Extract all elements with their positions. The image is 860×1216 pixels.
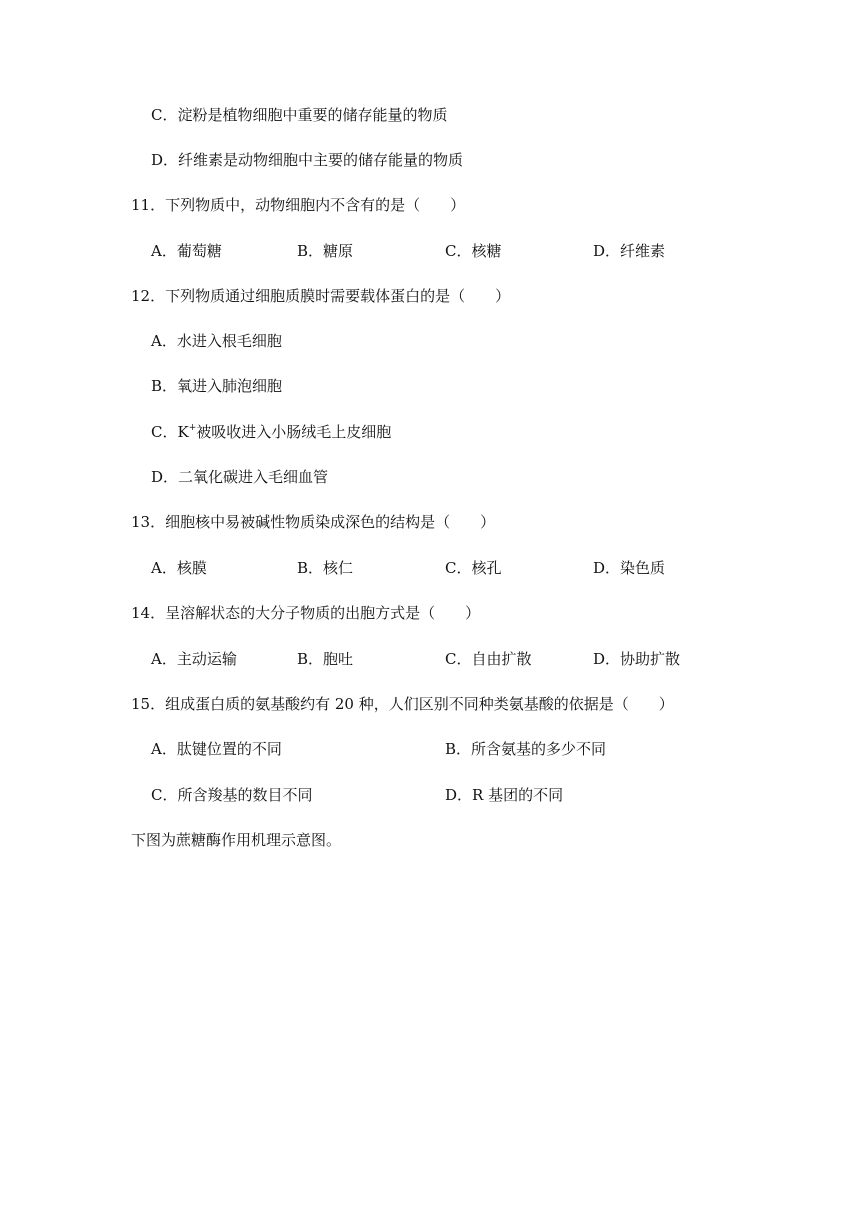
q14-stem: 14．呈溶解状态的大分子物质的出胞方式是（ ） (131, 604, 481, 622)
q11-option-d: D．纤维素 (593, 242, 666, 260)
q14-option-c: C．自由扩散 (445, 650, 532, 668)
q15-option-b: B．所含氨基的多少不同 (445, 740, 607, 758)
q14-option-d: D．协助扩散 (593, 650, 681, 668)
q13-stem: 13．细胞核中易被碱性物质染成深色的结构是（ ） (131, 513, 496, 531)
q11-option-b: B．糖原 (297, 242, 354, 260)
q14-option-b: B．胞吐 (297, 650, 354, 668)
q15-stem: 15．组成蛋白质的氨基酸约有 20 种，人们区别不同种类氨基酸的依据是（ ） (131, 695, 674, 713)
q12-option-d: D．二氧化碳进入毛细血管 (151, 468, 329, 486)
q12-option-c-text: 被吸收进入小肠绒毛上皮细胞 (196, 423, 392, 441)
q13-option-a: A．核膜 (151, 559, 207, 577)
q12-stem: 12．下列物质通过细胞质膜时需要载体蛋白的是（ ） (131, 287, 511, 305)
q12-option-c-prefix: C．K (151, 423, 189, 441)
q15-option-c: C．所含羧基的数目不同 (151, 786, 313, 804)
q13-option-b: B．核仁 (297, 559, 354, 577)
q11-stem: 11．下列物质中，动物细胞内不含有的是（ ） (131, 196, 466, 214)
q12-option-c (151, 422, 391, 442)
q15-option-d: D．R 基团的不同 (445, 786, 564, 804)
q12-option-c-superscript: + (188, 423, 197, 433)
q13-option-d: D．染色质 (593, 559, 666, 577)
q14-option-a: A．主动运输 (151, 650, 237, 668)
q12-option-a: A．水进入根毛细胞 (151, 332, 282, 350)
q15-option-a: A．肽键位置的不同 (151, 740, 282, 758)
q10-option-c: C．淀粉是植物细胞中重要的储存能量的物质 (151, 106, 448, 124)
q10-option-d: D．纤维素是动物细胞中主要的储存能量的物质 (151, 151, 464, 169)
q12-option-b: B．氧进入肺泡细胞 (151, 377, 283, 395)
q13-option-c: C．核孔 (445, 559, 502, 577)
q11-option-a: A．葡萄糖 (151, 242, 222, 260)
q11-option-c: C．核糖 (445, 242, 502, 260)
figure-intro-text: 下图为蔗糖酶作用机理示意图。 (131, 831, 342, 849)
